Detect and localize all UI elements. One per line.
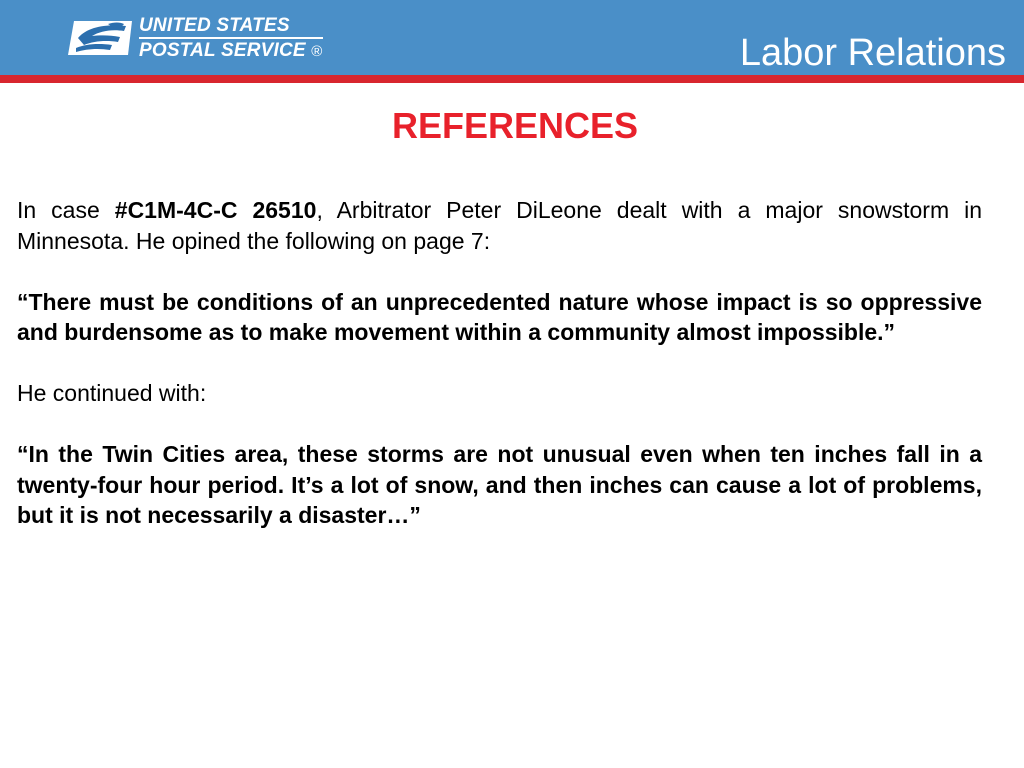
eagle-icon [68, 18, 134, 58]
section-title: Labor Relations [739, 32, 1006, 74]
intro-prefix: In case [17, 197, 115, 223]
quote-two: “In the Twin Cities area, these storms are not unusual even when ten inches fall in a twenty-four hour period. It’s a lot of snow, and then inches can cause a lot of problems, but it is not necessarily a disaster…” [17, 441, 982, 528]
logo-line-united-states: UNITED STATES [139, 16, 323, 39]
slide-title: REFERENCES [391, 105, 639, 146]
logo-wordmark [139, 16, 323, 60]
slide-body [17, 195, 982, 531]
continued-paragraph: He continued with: [17, 380, 207, 406]
registered-mark: ® [311, 43, 323, 60]
logo-line-postal-service-text: POSTAL SERVICE [139, 40, 306, 61]
quote-one: “There must be conditions of an unprecedented nature whose impact is so oppressive and burdensome as to make movement within a community almost impossible.” [17, 288, 982, 345]
case-number: #C1M-4C-C 26510 [114, 197, 317, 223]
logo-line-postal-service [139, 41, 323, 60]
intro-suffix: , Arbitrator Peter DiLeone dealt with a major snowstorm in Minnesota. He opined the following on page 7: [17, 197, 983, 254]
header-banner [0, 0, 1024, 75]
intro-paragraph [17, 195, 982, 256]
header-red-stripe [0, 75, 1024, 83]
usps-logo [68, 16, 323, 60]
